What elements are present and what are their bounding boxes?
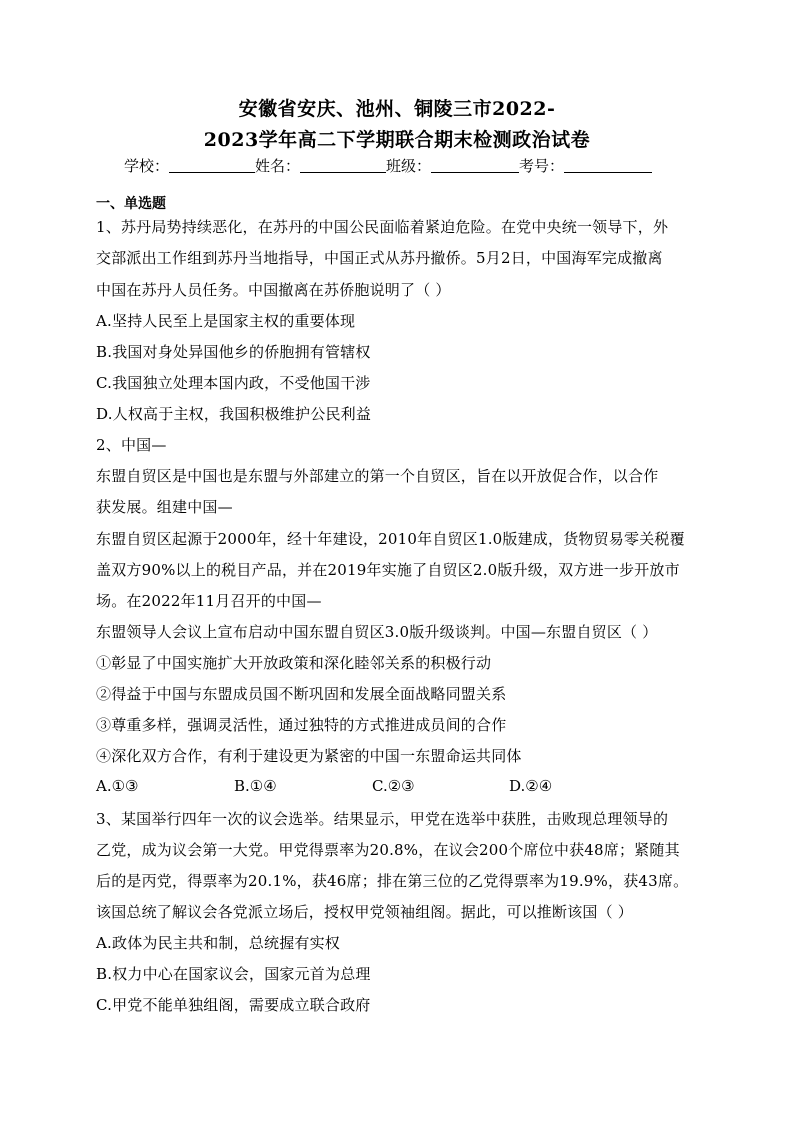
q2-stem-line: 东盟领导人会议上宣布启动中国东盟自贸区3.0版升级谈判。中国—东盟自贸区（ ）	[96, 623, 658, 641]
q1-option-b: B.我国对身处异国他乡的侨胞拥有管辖权	[96, 343, 371, 361]
q2-choice-d: D.②④	[509, 777, 553, 795]
q1-option-a: A.坚持人民至上是国家主权的重要体现	[96, 312, 356, 330]
exam-number-blank	[564, 156, 652, 173]
q3-option-c: C.甲党不能单独组阁，需要成立联合政府	[96, 996, 371, 1014]
q2-stem-line: 2、中国—	[96, 436, 167, 454]
q2-choice-a: A.①③	[96, 777, 139, 795]
q2-stem-line: 东盟自贸区是中国也是东盟与外部建立的第一个自贸区，旨在以开放促合作，以合作	[96, 467, 659, 485]
q3-option-a: A.政体为民主共和制，总统握有实权	[96, 934, 341, 952]
name-label: 姓名：	[255, 157, 301, 175]
q1-option-c: C.我国独立处理本国内政，不受他国干涉	[96, 374, 371, 392]
q1-stem-line: 中国在苏丹人员任务。中国撤离在苏侨胞说明了（ ）	[96, 281, 451, 299]
exam-number-label: 考号：	[519, 157, 565, 175]
q1-option-d: D.人权高于主权，我国积极维护公民利益	[96, 405, 372, 423]
q2-stem-line: 获发展。组建中国—	[96, 498, 233, 516]
q3-stem-line: 乙党，成为议会第一大党。甲党得票率为20.8%，在议会200个席位中获48席；紧随其	[96, 841, 680, 859]
student-info-row	[124, 155, 652, 176]
q2-statement-4: ④深化双方合作，有利于建设更为紧密的中国一东盟命运共同体	[96, 747, 522, 765]
q2-stem-line: 东盟自贸区起源于2000年，经十年建设，2010年自贸区1.0版建成，货物贸易零关税覆	[96, 530, 685, 548]
q2-statement-2: ②得益于中国与东盟成员国不断巩固和发展全面战略同盟关系	[96, 685, 507, 703]
q3-stem-line: 3、某国举行四年一次的议会选举。结果显示，甲党在选举中获胜，击败现总理领导的	[96, 810, 669, 828]
section-title: 一、单选题	[96, 196, 166, 212]
q3-stem-line: 后的是丙党，得票率为20.1%，获46席；排在第三位的乙党得票率为19.9%，获43席。	[96, 872, 689, 890]
q2-choice-b: B.①④	[234, 777, 277, 795]
class-label: 班级：	[386, 157, 432, 175]
school-label: 学校：	[124, 157, 170, 175]
exam-title-line1: 安徽省安庆、池州、铜陵三市2022-	[238, 98, 556, 120]
q2-statement-1: ①彰显了中国实施扩大开放政策和深化睦邻关系的积极行动	[96, 654, 492, 672]
exam-title-line2: 2023学年高二下学期联合期末检测政治试卷	[203, 129, 591, 151]
school-blank	[169, 156, 255, 173]
q2-statement-3: ③尊重多样，强调灵活性，通过独特的方式推进成员间的合作	[96, 716, 507, 734]
q3-stem-line: 该国总统了解议会各党派立场后，授权甲党领袖组阁。据此，可以推断该国（ ）	[96, 903, 633, 921]
q1-stem-line: 1、苏丹局势持续恶化，在苏丹的中国公民面临着紧迫危险。在党中央统一领导下，外	[96, 218, 669, 236]
q2-choice-c: C.②③	[372, 777, 415, 795]
q3-option-b: B.权力中心在国家议会，国家元首为总理	[96, 965, 371, 983]
q2-stem-line: 场。在2022年11月召开的中国—	[96, 592, 322, 610]
class-blank	[431, 156, 519, 173]
q2-stem-line: 盖双方90%以上的税目产品，并在2019年实施了自贸区2.0版升级，双方进一步开放市	[96, 561, 680, 579]
name-blank	[300, 156, 386, 173]
q1-stem-line: 交部派出工作组到苏丹当地指导，中国正式从苏丹撤侨。5月2日，中国海军完成撤离	[96, 249, 663, 267]
